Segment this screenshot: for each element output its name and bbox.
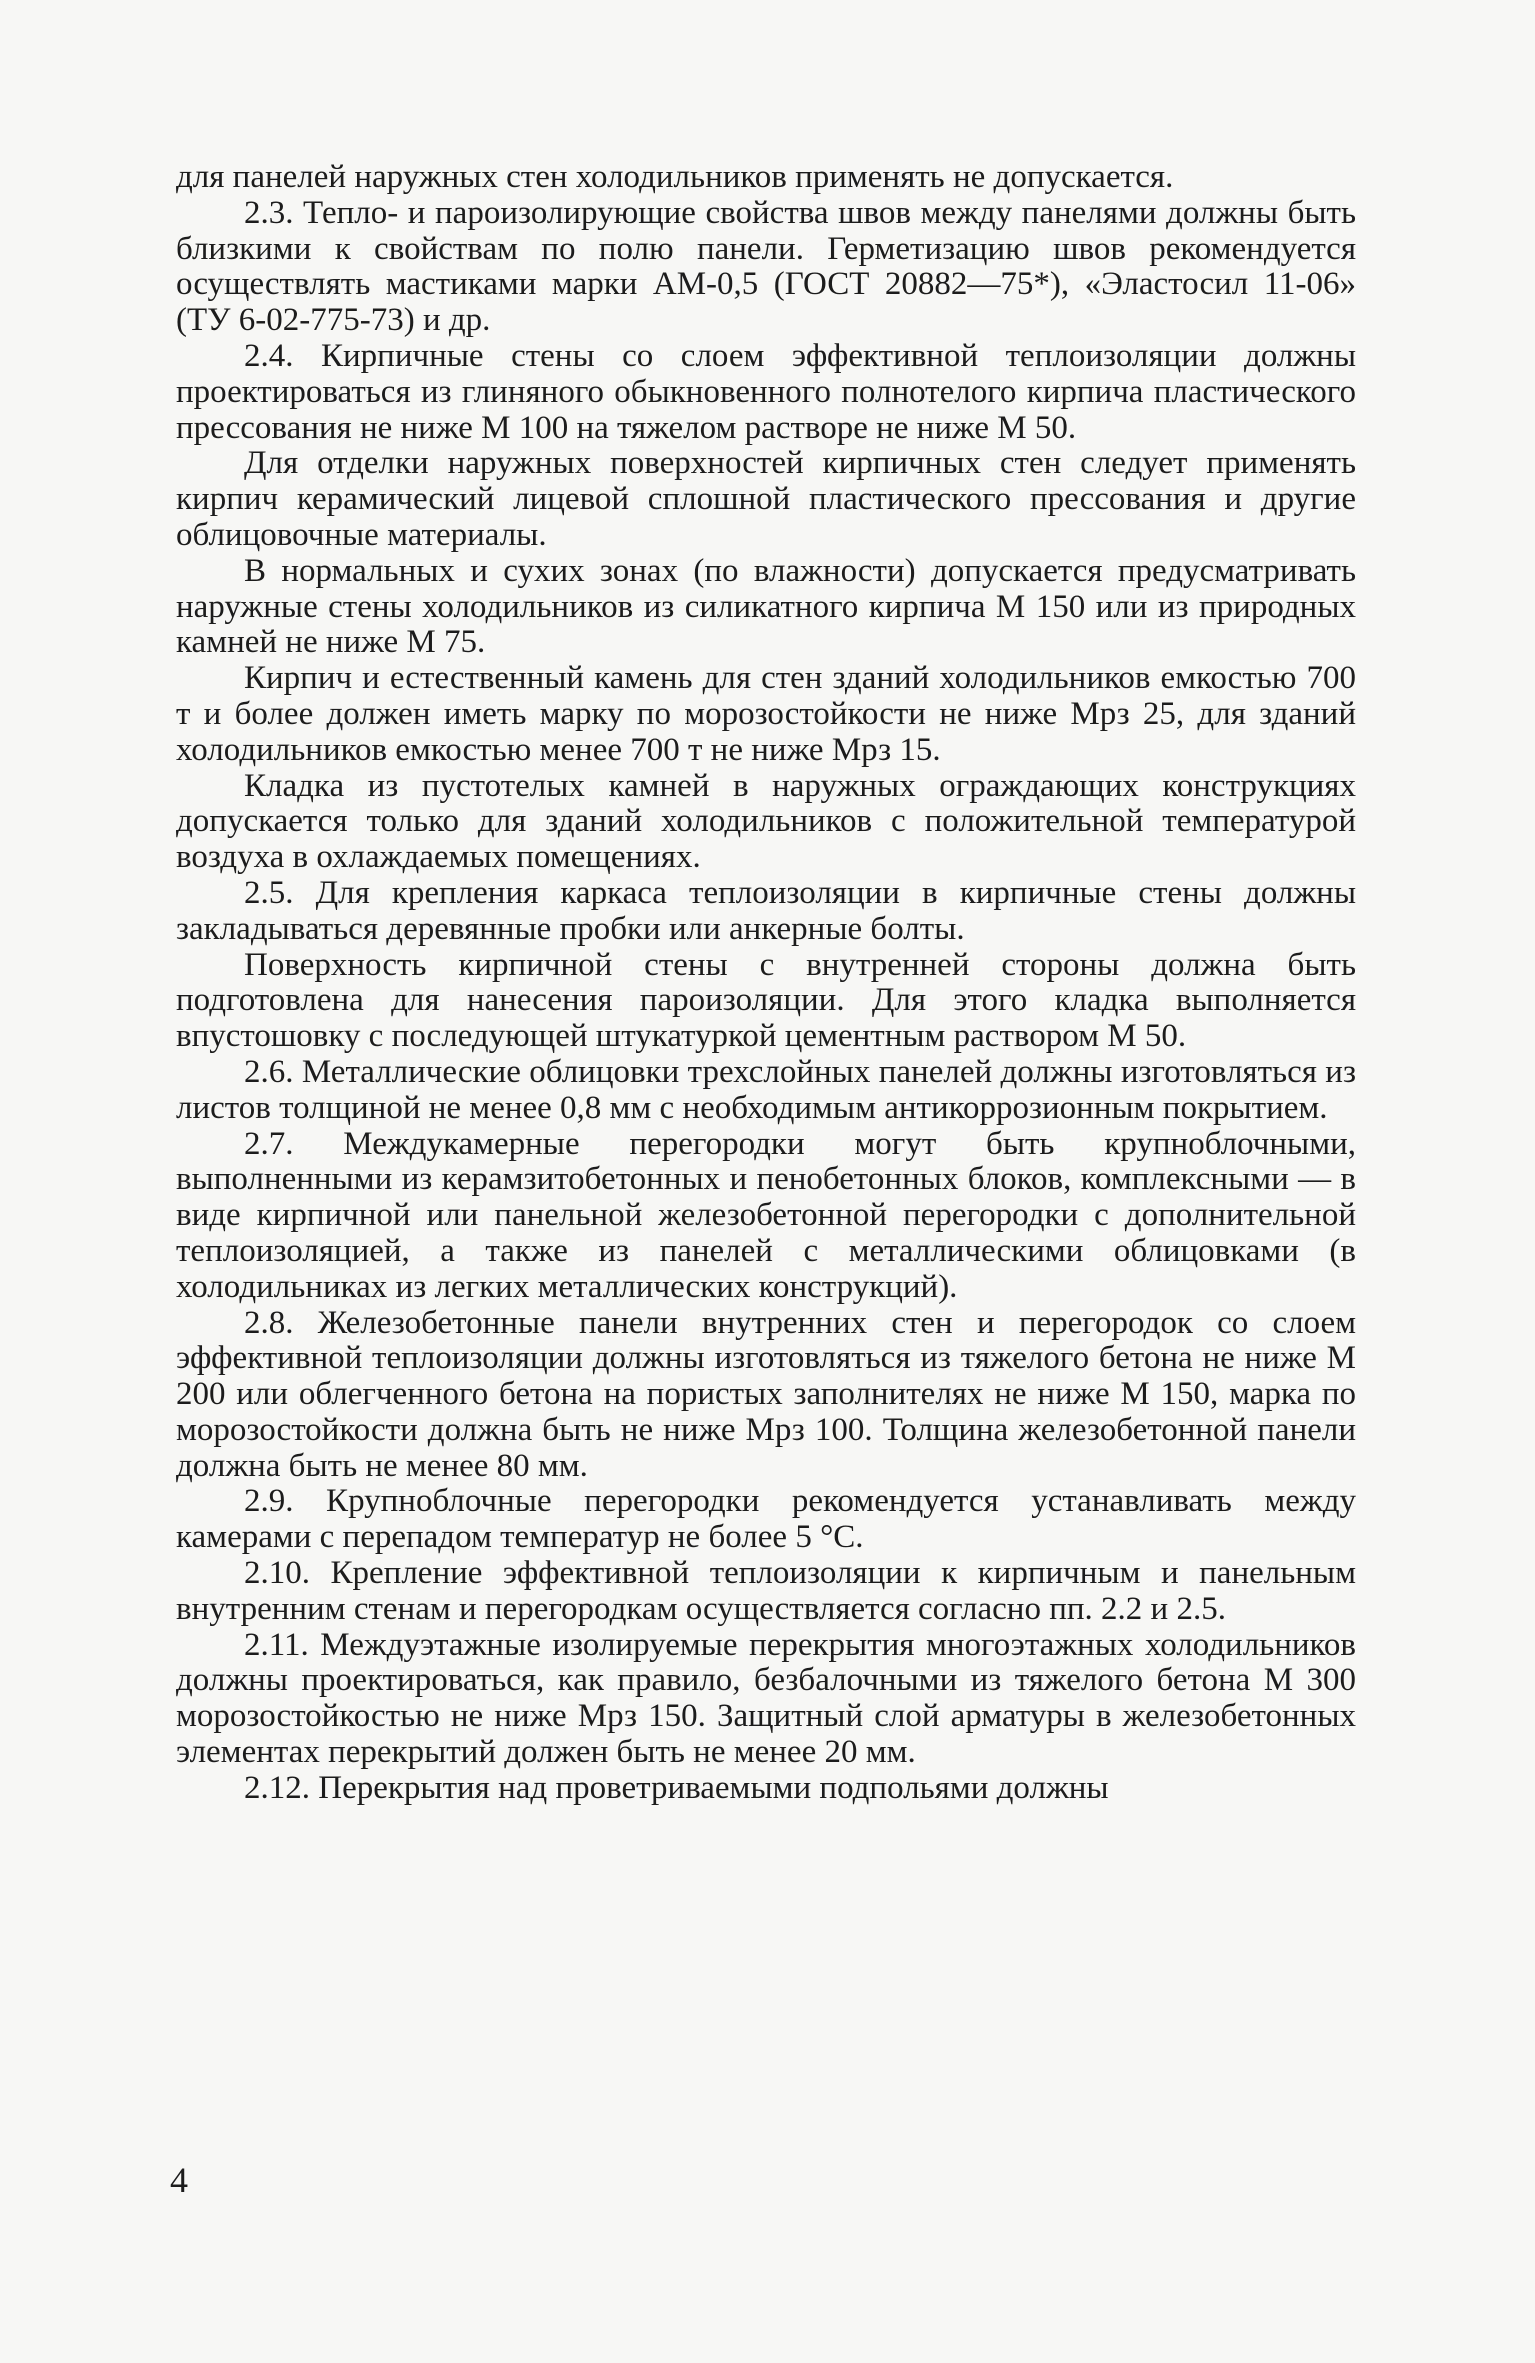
body-text <box>176 160 1356 1807</box>
paragraph: Кладка из пустотелых камней в наружных ограждающих конструкциях допускается только для зданий холодильников с положительной температурой воздуха в охлаждаемых помещениях. <box>176 767 1356 876</box>
paragraph: Для отделки наружных поверхностей кирпичных стен следует применять кирпич керамический лицевой сплошной пластического прессования и другие облицовочные материалы. <box>176 445 1356 553</box>
paragraph: 2.5. Для крепления каркаса теплоизоляции в кирпичные стены должны закладываться деревянные пробки или анкерные болты. <box>176 874 1356 947</box>
paragraph: 2.11. Междуэтажные изолируемые перекрытия многоэтажных холодильников должны проектироваться, как правило, безбалочными из тяжелого бетона М 300 морозостойкостью не ниже Мрз 150. Защитный слой арматуры в железобетонных элементах перекрытий должен быть не менее 20 мм. <box>176 1626 1356 1771</box>
paragraph: 2.4. Кирпичные стены со слоем эффективной теплоизоляции должны проектироваться из глиняного обыкновенного полнотелого кирпича пластического прессования не ниже М 100 на тяжелом растворе не ниже М 50. <box>176 337 1356 446</box>
paragraph: 2.12. Перекрытия над проветриваемыми подпольями должны <box>244 1769 1109 1806</box>
paragraph: 2.9. Крупноблочные перегородки рекомендуется устанавливать между камерами с перепадом температур не более 5 °С. <box>176 1483 1356 1556</box>
paragraph: для панелей наружных стен холодильников применять не допускается. <box>176 159 1174 195</box>
paragraph: 2.7. Междукамерные перегородки могут быть крупноблочными, выполненными из керамзитобетонных и пенобетонных блоков, комплексными — в виде кирпичной или панельной железобетонной перегородки с дополнительной теплоизоляцией, а также из панелей с металлическими облицовками (в холодильниках из легких металлических конструкций). <box>176 1125 1356 1305</box>
paragraph: Поверхность кирпичной стены с внутренней стороны должна быть подготовлена для нанесения пароизоляции. Для этого кладка выполняется впустошовку с последующей штукатуркой цементным раствором М 50. <box>176 946 1356 1055</box>
page-number: 4 <box>170 2160 188 2200</box>
paragraph: 2.6. Металлические облицовки трехслойных панелей должны изготовляться из листов толщиной не менее 0,8 мм с необходимым антикоррозионным покрытием. <box>176 1053 1356 1126</box>
paragraph: В нормальных и сухих зонах (по влажности) допускается предусматривать наружные стены холодильников из силикатного кирпича М 150 или из природных камней не ниже М 75. <box>176 552 1356 661</box>
paragraph: Кирпич и естественный камень для стен зданий холодильников емкостью 700 т и более должен иметь марку по морозостойкости не ниже Мрз 25, для зданий холодильников емкостью менее 700 т не ниже Мрз 15. <box>176 660 1356 768</box>
paragraph: 2.10. Крепление эффективной теплоизоляции к кирпичным и панельным внутренним стенам и перегородкам осуществляется согласно пп. 2.2 и 2.5. <box>176 1555 1356 1627</box>
paragraph: 2.3. Тепло- и пароизолирующие свойства швов между панелями должны быть близкими к свойствам по полю панели. Герметизацию швов рекомендуется осуществлять мастиками марки АМ-0,5 (ГОСТ 20882—75*), «Эластосил 11-06» (ТУ 6-02-775-73) и др. <box>176 194 1356 339</box>
paragraph: 2.8. Железобетонные панели внутренних стен и перегородок со слоем эффективной теплоизоляции должны изготовляться из тяжелого бетона не ниже М 200 или облегченного бетона на пористых заполнителях не ниже М 150, марка по морозостойкости должна быть не ниже Мрз 100. Толщина железобетонной панели должна быть не менее 80 мм. <box>176 1304 1356 1484</box>
